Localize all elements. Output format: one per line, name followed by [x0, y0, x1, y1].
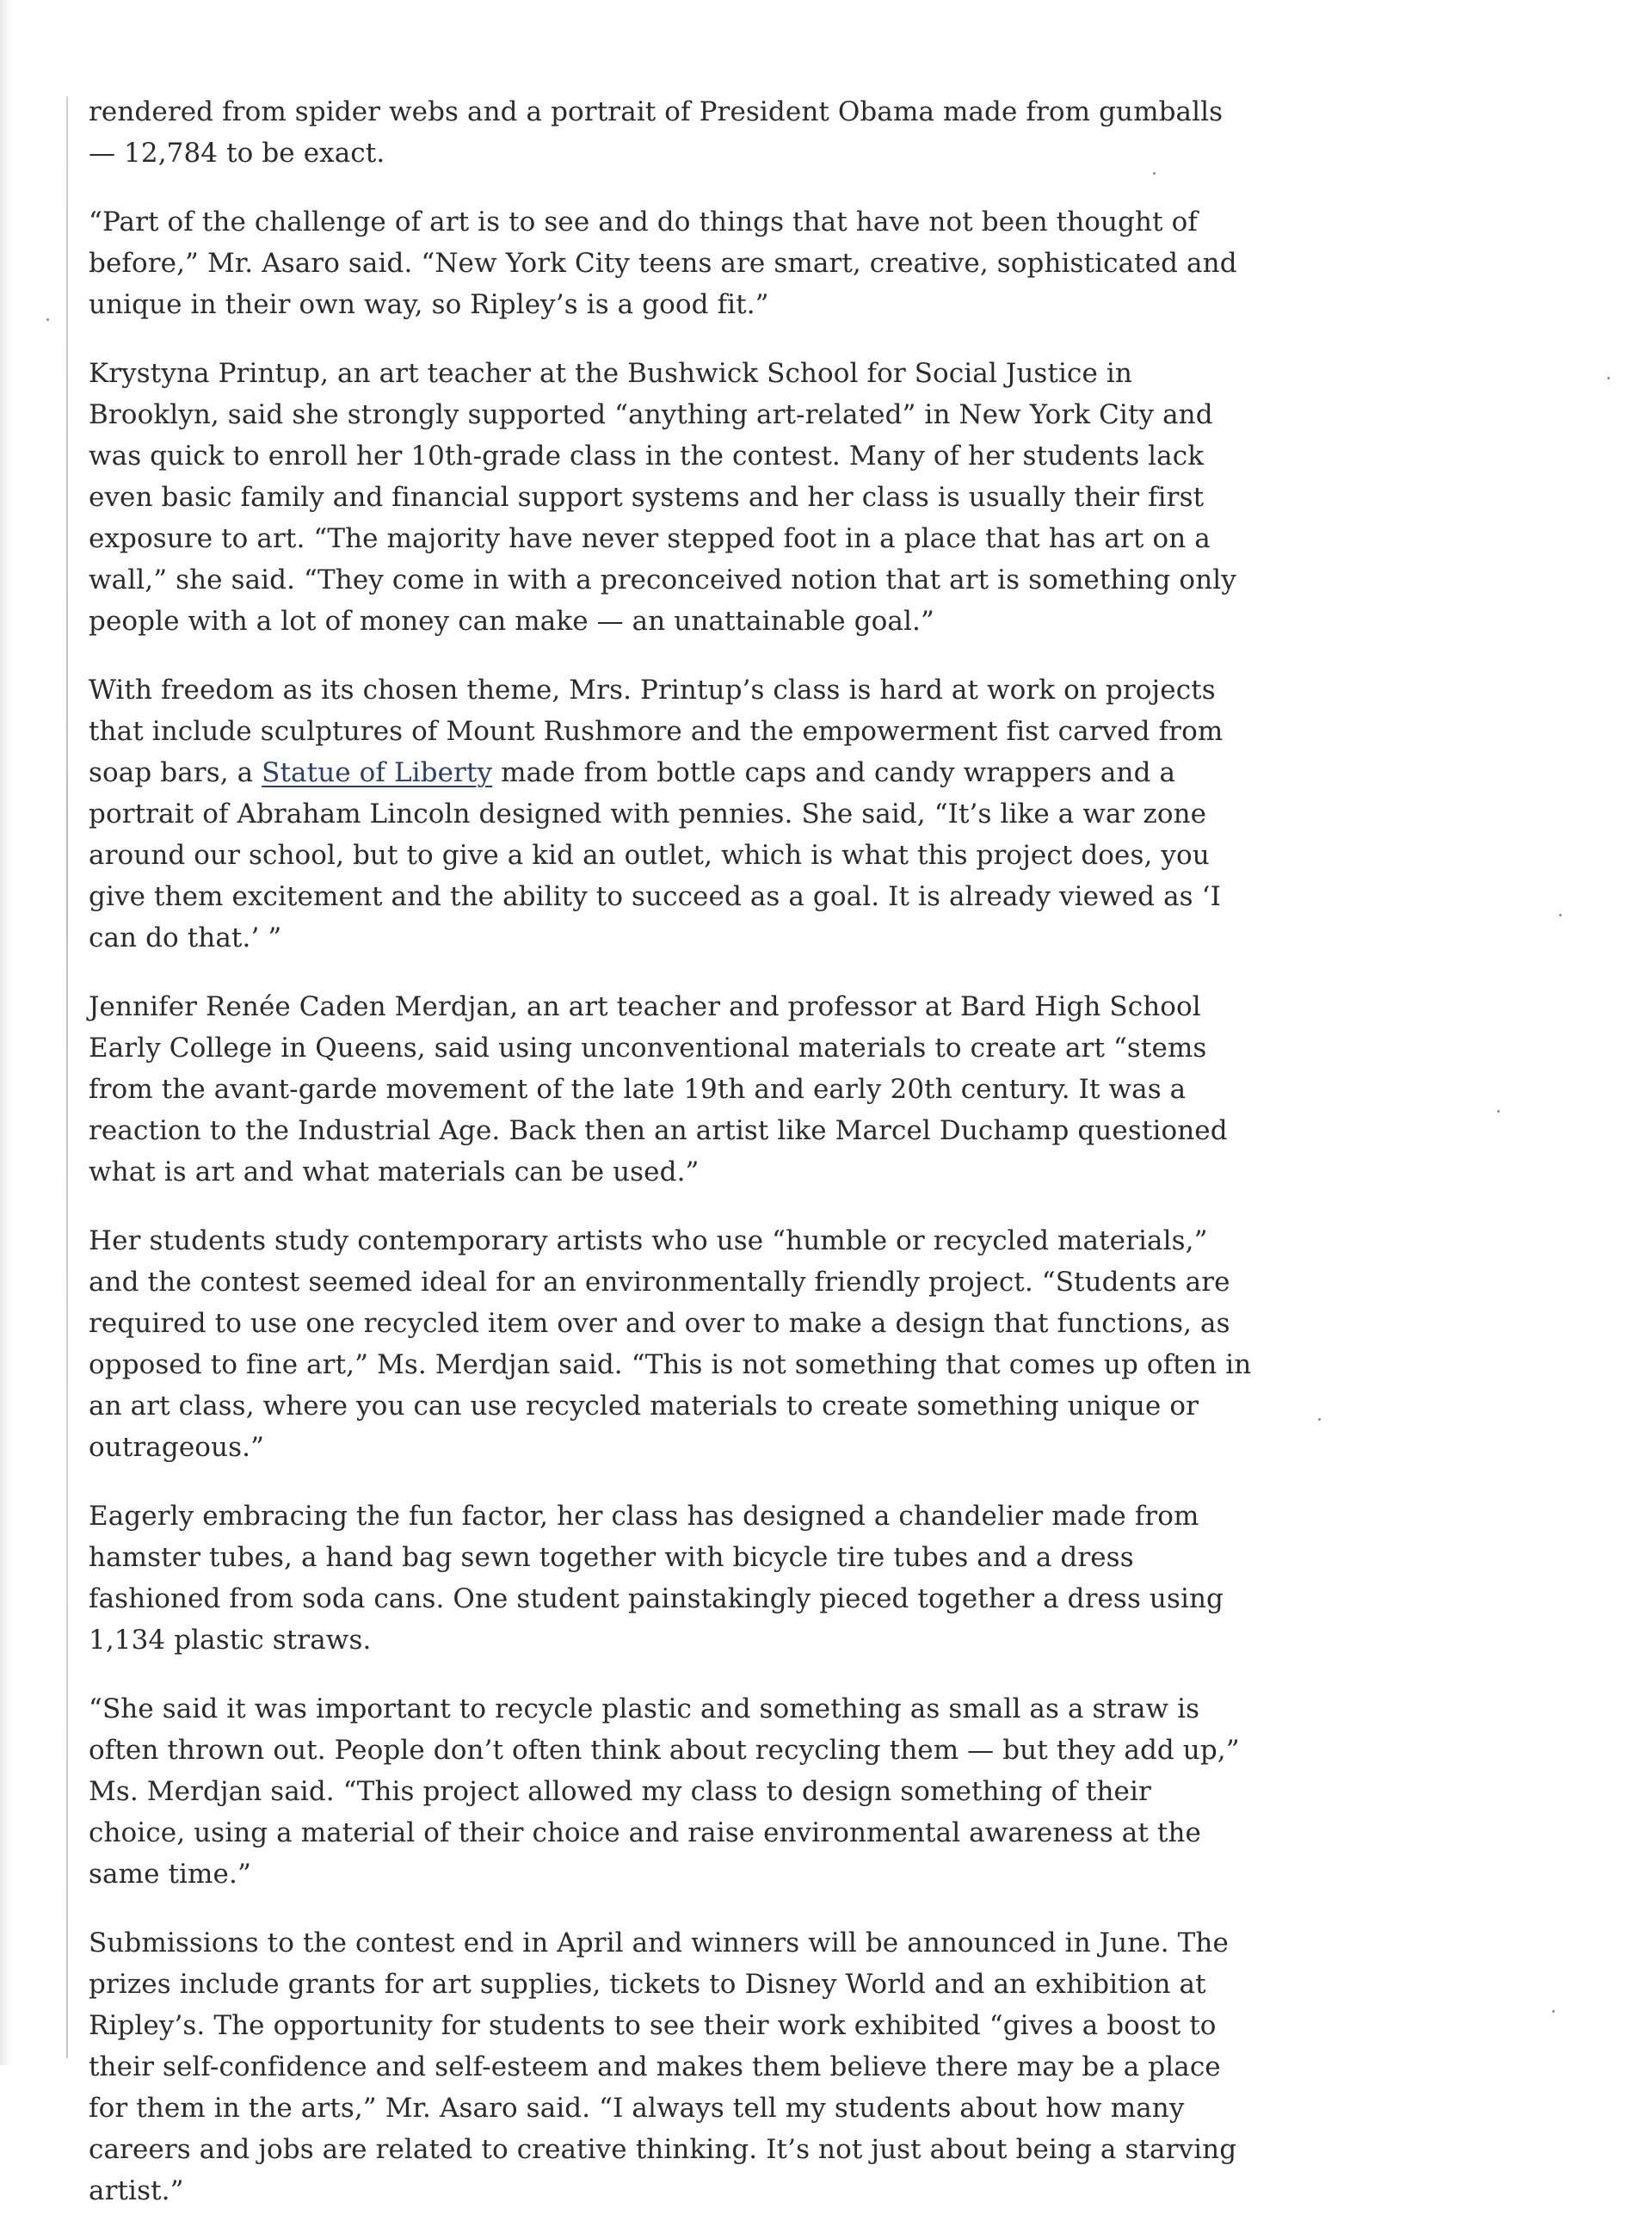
article-paragraph-5: Jennifer Renée Caden Merdjan, an art teacher and professor at Bard High School Early College in Queens, said using unconventional materials to create art “stems from the avant-garde movement of the late 19th and early 20th century. It was a reaction to the Industrial Age. Back then an artist like Marcel Duchamp questioned what is art and what materials can be used.”: [89, 991, 1228, 1187]
article-paragraph-7: Eagerly embracing the fun factor, her class has designed a chandelier made from hamster tubes, a hand bag sewn together with bicycle tire tubes and a dress fashioned from soda cans. One student painstakingly pieced together a dress using 1,134 plastic straws.: [89, 1501, 1224, 1656]
scan-speck: [1497, 1110, 1500, 1113]
paragraph-4-text-before-link: With freedom as its chosen theme, Mrs. Printup’s class is hard at work on projects that include sculptures of Mount Rushmore and the empowerment fist carved from soap bars, a: [89, 675, 1224, 788]
article-paragraph-8: “She said it was important to recycle plastic and something as small as a straw is often thrown out. People don’t often think about recycling them — but they add up,” Ms. Merdjan said. “This project allowed my class to design something of their choice, using a material of their choice and raise environmental awareness at the same time.”: [89, 1693, 1240, 1890]
article-paragraph-2: “Part of the challenge of art is to see and do things that have not been thought of before,” Mr. Asaro said. “New York City teens are smart, creative, sophisticated and unique in their own way, so Ripley’s is a good fit.”: [89, 207, 1237, 320]
scan-speck: [1318, 1418, 1321, 1421]
article-paragraph-1: rendered from spider webs and a portrait of President Obama made from gumballs — 12,784 to be exact.: [89, 96, 1224, 169]
margin-rule: [66, 96, 68, 2058]
scan-speck: [1607, 377, 1610, 379]
scan-speck: [1559, 914, 1562, 916]
article-paragraph-3: Krystyna Printup, an art teacher at the Bushwick School for Social Justice in Brooklyn, said she strongly supported “anything art-related” in New York City and was quick to enroll her 10th-grade class in the contest. Many of her students lack even basic family and financial support systems and her class is usually their first exposure to art. “The majority have never stepped foot in a place that has art on a wall,” she said. “They come in with a preconceived notion that art is something only people with a lot of money can make — an unattainable goal.”: [89, 358, 1236, 637]
article-body: [89, 91, 1252, 2239]
paragraph-4-text-after-link: made from bottle caps and candy wrappers and a portrait of Abraham Lincoln designed with pennies. She said, “It’s like a war zone around our school, but to give a kid an outlet, which is what this project does, you give them excitement and the ability to succeed as a goal. It is already viewed as ‘I can do that.’ ”: [89, 757, 1221, 953]
article-paragraph-9: Submissions to the contest end in April and winners will be announced in June. The prizes include grants for art supplies, tickets to Disney World and an exhibition at Ripley’s. The opportunity for students to see their work exhibited “gives a boost to their self-confidence and self-esteem and makes them believe there may be a place for them in the arts,” Mr. Asaro said. “I always tell my students about how many careers and jobs are related to creative thinking. It’s not just about being a starving artist.”: [89, 1928, 1237, 2206]
scan-edge-shadow: [0, 0, 12, 2065]
statue-of-liberty-link[interactable]: Statue of Liberty: [262, 757, 493, 788]
scan-speck: [1552, 2010, 1555, 2013]
scan-speck: [46, 318, 49, 321]
article-paragraph-4: [89, 669, 1252, 959]
article-paragraph-6: Her students study contemporary artists who use “humble or recycled materials,” and the contest seemed ideal for an environmentally friendly project. “Students are required to use one recycled item over and over to make a design that functions, as opposed to fine art,” Ms. Merdjan said. “This is not something that comes up often in an art class, where you can use recycled materials to create something unique or outrageous.”: [89, 1225, 1252, 1463]
